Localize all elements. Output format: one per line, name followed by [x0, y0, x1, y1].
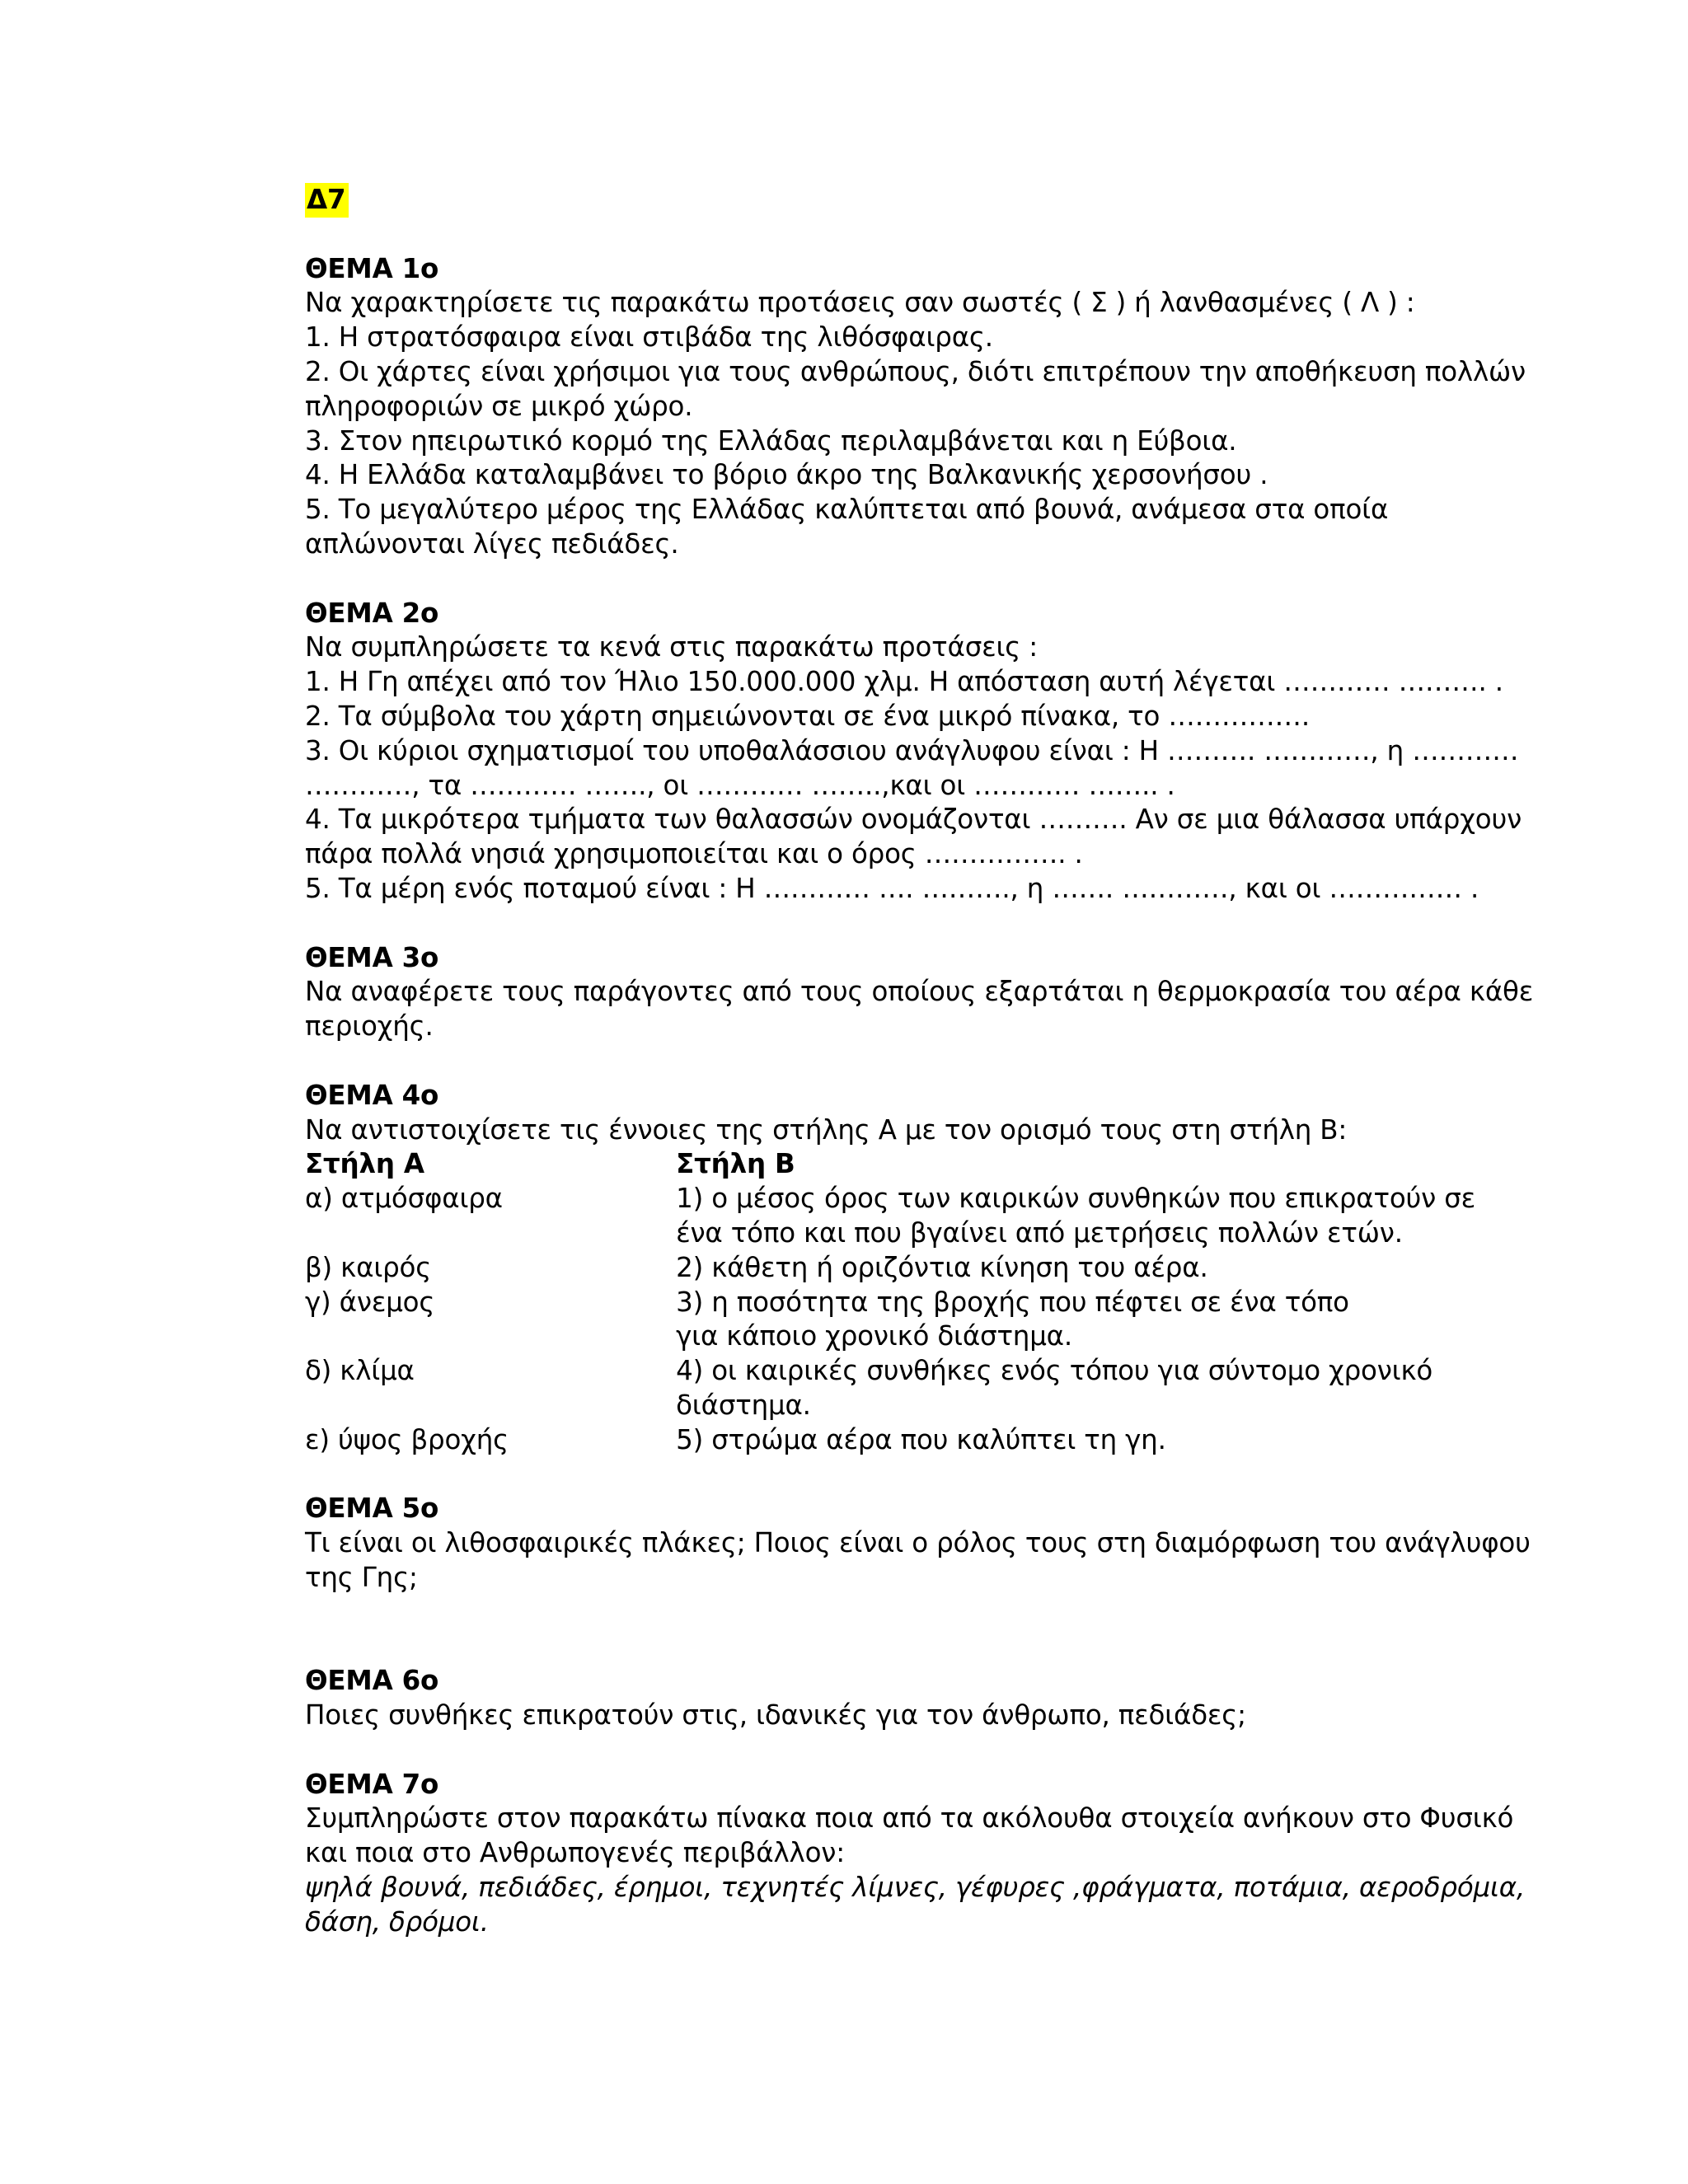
column-b-definition [676, 1182, 1475, 1251]
column-b-definition [676, 1354, 1475, 1423]
theme-4-section [305, 1079, 1475, 1458]
document-id: Δ7 [305, 183, 349, 218]
theme-1-heading: ΘΕΜΑ 1ο [305, 252, 439, 284]
definition-line: 3) η ποσότητα της βροχής που πέφτει σε ένα τόπο [676, 1286, 1349, 1318]
column-a-header: Στήλη Α [305, 1148, 424, 1180]
matching-table-row [305, 1354, 1475, 1423]
theme-2-line: 2. Τα σύμβολα του χάρτη σημειώνονται σε ένα μικρό πίνακα, το ……………. [305, 700, 1310, 732]
theme-7-line: Συμπληρώστε στον παρακάτω πίνακα ποια από τα ακόλουθα στοιχεία ανήκουν στο Φυσικό [305, 1802, 1514, 1835]
theme-2-line: 3. Οι κύριοι σχηματισμοί του υποθαλάσσιου ανάγλυφου είναι : Η ………. …………, η ………… [305, 734, 1519, 766]
theme-5-section [305, 1492, 1531, 1595]
theme-7-heading: ΘΕΜΑ 7ο [305, 1768, 439, 1800]
theme-6-line: Ποιες συνθήκες επικρατούν στις, ιδανικές για τον άνθρωπο, πεδιάδες; [305, 1699, 1246, 1732]
column-b-header: Στήλη Β [676, 1148, 795, 1180]
theme-2-line: 4. Τα μικρότερα τμήματα των θαλασσών ονομάζονται ………. Αν σε μια θάλασσα υπάρχουν [305, 804, 1522, 836]
theme-4-heading: ΘΕΜΑ 4ο [305, 1079, 439, 1111]
theme-5-heading: ΘΕΜΑ 5ο [305, 1493, 439, 1525]
theme-6-section [305, 1664, 1475, 1733]
theme-7-items-line: ψηλά βουνά, πεδιάδες, έρημοι, τεχνητές λίμνες, γέφυρες ,φράγματα, ποτάμια, αεροδρόμια, [305, 1872, 1526, 1904]
theme-4-instruction: Να αντιστοιχίσετε τις έννοιες της στήλης Α με τον ορισμό τους στη στήλη Β: [305, 1113, 1348, 1146]
matching-table [305, 1147, 1475, 1457]
column-a-term: ε) ύψος βροχής [305, 1423, 509, 1455]
theme-2-section [305, 597, 1522, 907]
theme-1-line: 5. Το μεγαλύτερο μέρος της Ελλάδας καλύπτεται από βουνά, ανάμεσα στα οποία [305, 494, 1389, 526]
theme-3-line: Να αναφέρετε τους παράγοντες από τους οποίους εξαρτάται η θερμοκρασία του αέρα κάθε [305, 976, 1534, 1008]
matching-table-row [305, 1286, 1475, 1355]
theme-1-instruction: Να χαρακτηρίσετε τις παρακάτω προτάσεις σαν σωστές ( Σ ) ή λανθασμένες ( Λ ) : [305, 287, 1415, 319]
matching-table-row [305, 1251, 1475, 1286]
definition-line: 2) κάθετη ή οριζόντια κίνηση του αέρα. [676, 1251, 1208, 1283]
column-b-definition [676, 1423, 1475, 1458]
column-a-term: δ) κλίμα [305, 1355, 415, 1387]
column-b-definition [676, 1251, 1475, 1286]
document-id-wrapper [305, 183, 1475, 252]
theme-1-line: 1. Η στρατόσφαιρα είναι στιβάδα της λιθόσφαιρας. [305, 321, 993, 354]
definition-line: 5) στρώμα αέρα που καλύπτει τη γη. [676, 1423, 1166, 1455]
theme-1-line: πληροφοριών σε μικρό χώρο. [305, 390, 693, 422]
theme-2-line: 5. Τα μέρη ενός ποταμού είναι : Η ………… …. ………., η ……. …………, και οι …………… . [305, 872, 1479, 904]
column-a-term: γ) άνεμος [305, 1286, 435, 1318]
theme-5-line: της Γης; [305, 1561, 418, 1593]
theme-1-line: απλώνονται λίγες πεδιάδες. [305, 527, 679, 560]
theme-2-line: …………, τα ………… ……., οι ………… ……..,και οι ………… …….. . [305, 769, 1175, 801]
theme-7-section [305, 1768, 1526, 1940]
theme-1-line: 4. Η Ελλάδα καταλαμβάνει το βόριο άκρο της Βαλκανικής χερσονήσου . [305, 459, 1268, 491]
theme-3-section [305, 941, 1534, 1044]
definition-line: για κάποιο χρονικό διάστημα. [676, 1320, 1073, 1352]
matching-table-row [305, 1182, 1475, 1251]
theme-2-line: πάρα πολλά νησιά χρησιμοποιείται και ο όρος ……………. . [305, 838, 1083, 870]
theme-1-section [305, 252, 1526, 562]
definition-line: 1) ο μέσος όρος των καιρικών συνθηκών που επικρατούν σε [676, 1183, 1475, 1215]
definition-line: διάστημα. [676, 1389, 811, 1421]
theme-3-heading: ΘΕΜΑ 3ο [305, 941, 439, 973]
theme-3-line: περιοχής. [305, 1010, 434, 1043]
theme-7-items-line: δάση, δρόμοι. [305, 1905, 489, 1938]
column-a-term: α) ατμόσφαιρα [305, 1183, 503, 1215]
document-page [305, 183, 1534, 1974]
matching-table-row [305, 1423, 1475, 1458]
definition-line: 4) οι καιρικές συνθήκες ενός τόπου για σύντομο χρονικό [676, 1355, 1433, 1387]
theme-6-heading: ΘΕΜΑ 6ο [305, 1665, 439, 1697]
column-b-definition [676, 1286, 1475, 1355]
theme-2-line: 1. Η Γη απέχει από τον Ήλιο 150.000.000 χλμ. Η απόσταση αυτή λέγεται ………… ………. . [305, 666, 1503, 698]
theme-2-heading: ΘΕΜΑ 2ο [305, 597, 439, 629]
theme-1-line: 3. Στον ηπειρωτικό κορμό της Ελλάδας περιλαμβάνεται και η Εύβοια. [305, 424, 1237, 457]
matching-table-header-row [305, 1147, 1475, 1182]
definition-line: ένα τόπο και που βγαίνει από μετρήσεις πολλών ετών. [676, 1216, 1403, 1249]
theme-5-line: Τι είναι οι λιθοσφαιρικές πλάκες; Ποιος είναι ο ρόλος τους στη διαμόρφωση του ανάγλυφου [305, 1527, 1531, 1559]
column-a-term: β) καιρός [305, 1251, 432, 1283]
theme-2-instruction: Να συμπληρώσετε τα κενά στις παρακάτω προτάσεις : [305, 631, 1039, 663]
theme-1-line: 2. Οι χάρτες είναι χρήσιμοι για τους ανθρώπους, διότι επιτρέπουν την αποθήκευση πολλών [305, 355, 1526, 387]
theme-7-line: και ποια στο Ανθρωπογενές περιβάλλον: [305, 1837, 845, 1869]
